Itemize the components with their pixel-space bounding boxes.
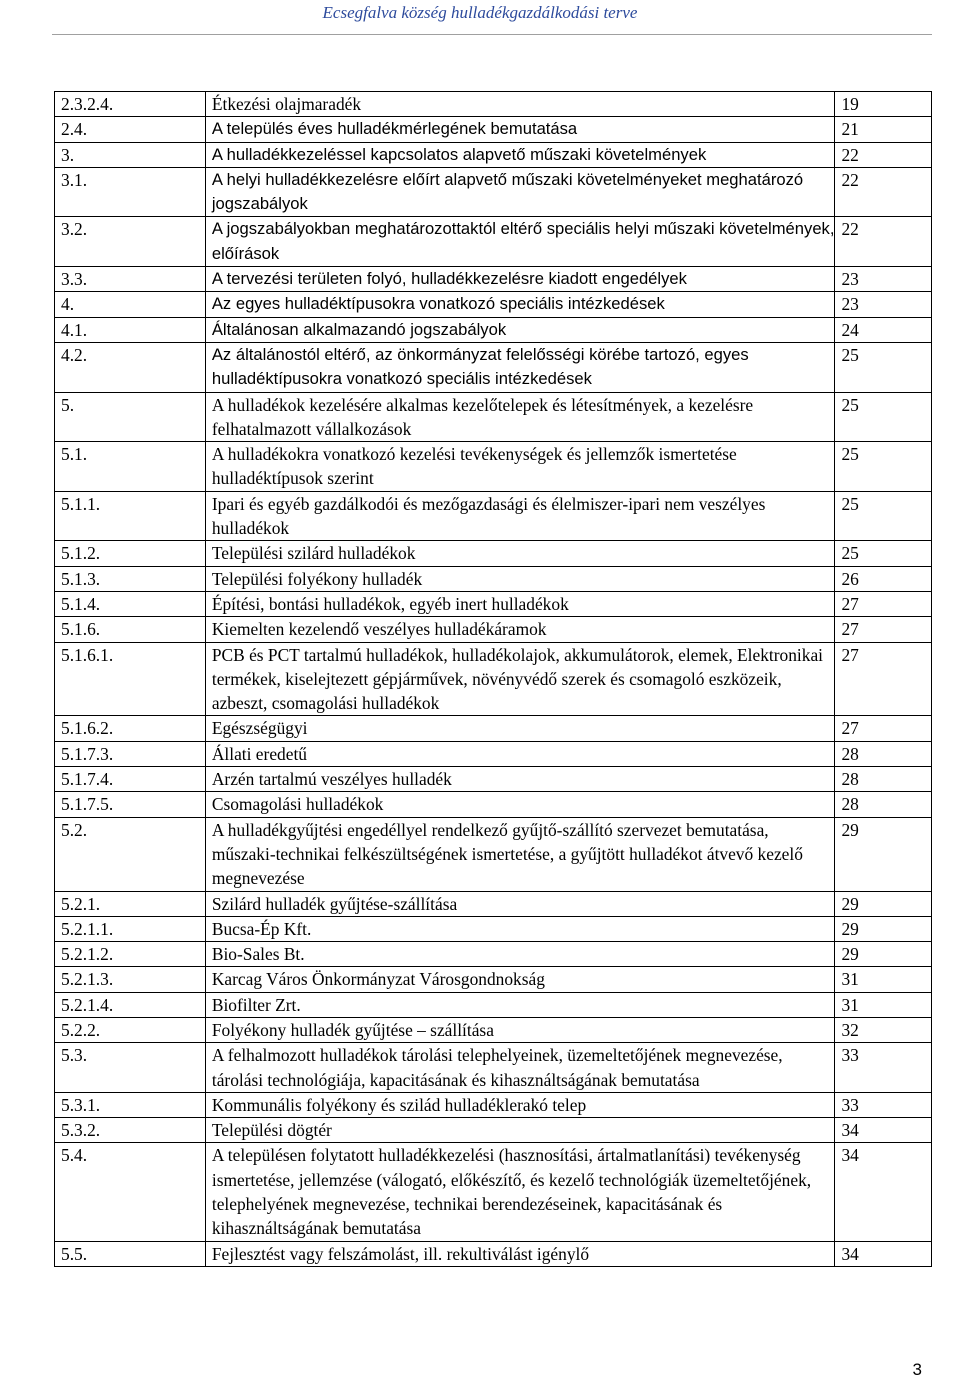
toc-page-number: 34 <box>835 1241 932 1266</box>
toc-page-number: 26 <box>835 566 932 591</box>
toc-section-number: 5.1.4. <box>55 591 206 616</box>
toc-row[interactable] <box>55 591 932 616</box>
toc-page-number: 23 <box>835 292 932 317</box>
toc-section-title: Fejlesztést vagy felszámolást, ill. rekultiválást igénylő <box>205 1241 835 1266</box>
toc-section-number: 3. <box>55 142 206 167</box>
toc-section-number: 5.1.6. <box>55 617 206 642</box>
toc-section-title: Folyékony hulladék gyűjtése – szállítása <box>205 1017 835 1042</box>
toc-row[interactable] <box>55 767 932 792</box>
toc-row[interactable] <box>55 541 932 566</box>
toc-section-title: Étkezési olajmaradék <box>205 92 835 117</box>
toc-section-number: 5.2.1. <box>55 891 206 916</box>
toc-row[interactable] <box>55 217 932 267</box>
toc-section-title: A felhalmozott hulladékok tárolási telephelyeinek, üzemeltetőjének megnevezése, tárolási technológiája, kapacitásának és kihasználtságának bemutatása <box>205 1043 835 1093</box>
toc-section-title: A helyi hulladékkezelésre előírt alapvető műszaki követelményeket meghatározó jogszabályok <box>205 167 835 217</box>
toc-section-number: 5.5. <box>55 1241 206 1266</box>
toc-row[interactable] <box>55 117 932 142</box>
toc-section-title: Szilárd hulladék gyűjtése-szállítása <box>205 891 835 916</box>
toc-section-title: Állati eredetű <box>205 741 835 766</box>
toc-page-number: 27 <box>835 642 932 716</box>
toc-section-title: Bucsa-Ép Kft. <box>205 916 835 941</box>
toc-row[interactable] <box>55 891 932 916</box>
toc-page-number: 29 <box>835 817 932 891</box>
toc-section-number: 2.3.2.4. <box>55 92 206 117</box>
toc-section-number: 4. <box>55 292 206 317</box>
document-title: Ecsegfalva község hulladékgazdálkodási terve <box>322 3 638 22</box>
page-number: 3 <box>912 1360 922 1379</box>
toc-section-number: 5.2.1.4. <box>55 992 206 1017</box>
page-header <box>0 0 960 30</box>
toc-section-title: A tervezési területen folyó, hulladékkezelésre kiadott engedélyek <box>205 267 835 292</box>
toc-section-number: 5.3. <box>55 1043 206 1093</box>
toc-section-number: 5.4. <box>55 1143 206 1241</box>
toc-section-number: 5.2.1.2. <box>55 942 206 967</box>
toc-section-title: PCB és PCT tartalmú hulladékok, hulladékolajok, akkumulátorok, elemek, Elektronikai termékek, kiselejtezett gépjárművek, növényvédő szerek és csomagoló eszközeik, azbeszt, csomagolási hulladékok <box>205 642 835 716</box>
toc-page-number: 25 <box>835 342 932 392</box>
toc-page-number: 21 <box>835 117 932 142</box>
toc-section-title: A hulladékokra vonatkozó kezelési tevékenységek és jellemzők ismertetése hulladéktípusok szerint <box>205 442 835 492</box>
toc-section-number: 3.2. <box>55 217 206 267</box>
toc-page-number: 23 <box>835 267 932 292</box>
toc-row[interactable] <box>55 1241 932 1266</box>
toc-section-number: 4.2. <box>55 342 206 392</box>
toc-section-title: A település éves hulladékmérlegének bemutatása <box>205 117 835 142</box>
toc-section-title: Települési dögtér <box>205 1118 835 1143</box>
toc-page-number: 28 <box>835 792 932 817</box>
toc-page-number: 33 <box>835 1092 932 1117</box>
toc-section-number: 5.1.6.1. <box>55 642 206 716</box>
toc-row[interactable] <box>55 792 932 817</box>
toc-section-number: 5.1.3. <box>55 566 206 591</box>
toc-row[interactable] <box>55 342 932 392</box>
toc-row[interactable] <box>55 967 932 992</box>
toc-page-number: 29 <box>835 891 932 916</box>
toc-row[interactable] <box>55 317 932 342</box>
toc-row[interactable] <box>55 741 932 766</box>
toc-section-title: Karcag Város Önkormányzat Városgondnokság <box>205 967 835 992</box>
toc-section-title: Települési folyékony hulladék <box>205 566 835 591</box>
toc-page-number: 34 <box>835 1118 932 1143</box>
toc-page-number: 29 <box>835 916 932 941</box>
toc-row[interactable] <box>55 617 932 642</box>
toc-section-number: 5.3.1. <box>55 1092 206 1117</box>
toc-row[interactable] <box>55 292 932 317</box>
toc-row[interactable] <box>55 916 932 941</box>
toc-section-title: A hulladékkezeléssel kapcsolatos alapvető műszaki követelmények <box>205 142 835 167</box>
toc-page-number: 32 <box>835 1017 932 1042</box>
toc-row[interactable] <box>55 1092 932 1117</box>
toc-row[interactable] <box>55 267 932 292</box>
toc-section-title: Építési, bontási hulladékok, egyéb inert hulladékok <box>205 591 835 616</box>
toc-page-number: 31 <box>835 992 932 1017</box>
toc-row[interactable] <box>55 566 932 591</box>
toc-row[interactable] <box>55 942 932 967</box>
toc-row[interactable] <box>55 142 932 167</box>
toc-body <box>55 92 932 1267</box>
toc-page-number: 22 <box>835 167 932 217</box>
toc-section-number: 2.4. <box>55 117 206 142</box>
toc-section-number: 5.3.2. <box>55 1118 206 1143</box>
toc-page-number: 24 <box>835 317 932 342</box>
toc-section-title: A hulladékgyűjtési engedéllyel rendelkező gyűjtő-szállító szervezet bemutatása, műszaki-technikai felkészültségének ismertetése, a gyűjtött hulladékot átvevő kezelő megnevezése <box>205 817 835 891</box>
toc-section-number: 5.1.6.2. <box>55 716 206 741</box>
toc-section-number: 4.1. <box>55 317 206 342</box>
toc-page-number: 22 <box>835 142 932 167</box>
toc-section-title: Az általánostól eltérő, az önkormányzat felelősségi körébe tartozó, egyes hulladéktípusokra vonatkozó speciális intézkedések <box>205 342 835 392</box>
toc-page-number: 25 <box>835 541 932 566</box>
toc-section-title: Arzén tartalmú veszélyes hulladék <box>205 767 835 792</box>
toc-section-title: A hulladékok kezelésére alkalmas kezelőtelepek és létesítmények, a kezelésre felhatalmazott vállalkozások <box>205 392 835 442</box>
toc-section-number: 5.1.2. <box>55 541 206 566</box>
toc-page-number: 27 <box>835 716 932 741</box>
toc-section-title: Csomagolási hulladékok <box>205 792 835 817</box>
toc-section-number: 5.2.1.1. <box>55 916 206 941</box>
toc-section-number: 5.2.1.3. <box>55 967 206 992</box>
toc-row[interactable] <box>55 1118 932 1143</box>
toc-section-title: Biofilter Zrt. <box>205 992 835 1017</box>
toc-row[interactable] <box>55 1017 932 1042</box>
toc-row[interactable] <box>55 1043 932 1093</box>
toc-row[interactable] <box>55 992 932 1017</box>
toc-page-number: 25 <box>835 491 932 541</box>
toc-page-number: 33 <box>835 1043 932 1093</box>
toc-row[interactable] <box>55 642 932 716</box>
toc-page-number: 34 <box>835 1143 932 1241</box>
toc-row[interactable] <box>55 392 932 442</box>
toc-section-title: A jogszabályokban meghatározottaktól eltérő speciális helyi műszaki követelmények, előírások <box>205 217 835 267</box>
toc-section-number: 3.1. <box>55 167 206 217</box>
toc-row[interactable] <box>55 442 932 492</box>
toc-section-title: Települési szilárd hulladékok <box>205 541 835 566</box>
toc-page-number: 31 <box>835 967 932 992</box>
toc-page-number: 29 <box>835 942 932 967</box>
toc-row[interactable] <box>55 167 932 217</box>
toc-section-title: Egészségügyi <box>205 716 835 741</box>
toc-page-number: 28 <box>835 767 932 792</box>
toc-section-number: 5. <box>55 392 206 442</box>
toc-section-number: 5.1.1. <box>55 491 206 541</box>
toc-section-number: 5.2.2. <box>55 1017 206 1042</box>
toc-section-number: 5.1.7.3. <box>55 741 206 766</box>
toc-row[interactable] <box>55 1143 932 1241</box>
toc-row[interactable] <box>55 92 932 117</box>
table-of-contents <box>54 91 932 1267</box>
toc-row[interactable] <box>55 491 932 541</box>
toc-section-number: 5.1.7.5. <box>55 792 206 817</box>
toc-section-title: Kommunális folyékony és szilád hulladéklerakó telep <box>205 1092 835 1117</box>
toc-page-number: 25 <box>835 442 932 492</box>
toc-section-title: Bio-Sales Bt. <box>205 942 835 967</box>
toc-row[interactable] <box>55 817 932 891</box>
toc-section-title: Az egyes hulladéktípusokra vonatkozó speciális intézkedések <box>205 292 835 317</box>
toc-page-number: 22 <box>835 217 932 267</box>
toc-row[interactable] <box>55 716 932 741</box>
toc-section-title: Általánosan alkalmazandó jogszabályok <box>205 317 835 342</box>
toc-section-number: 5.1. <box>55 442 206 492</box>
toc-page-number: 25 <box>835 392 932 442</box>
toc-page-number: 28 <box>835 741 932 766</box>
toc-page-number: 27 <box>835 591 932 616</box>
toc-section-number: 3.3. <box>55 267 206 292</box>
toc-section-number: 5.2. <box>55 817 206 891</box>
toc-section-number: 5.1.7.4. <box>55 767 206 792</box>
header-divider <box>52 34 932 35</box>
toc-section-title: Kiemelten kezelendő veszélyes hulladékáramok <box>205 617 835 642</box>
toc-page-number: 19 <box>835 92 932 117</box>
toc-section-title: Ipari és egyéb gazdálkodói és mezőgazdasági és élelmiszer-ipari nem veszélyes hulladékok <box>205 491 835 541</box>
toc-page-number: 27 <box>835 617 932 642</box>
toc-section-title: A településen folytatott hulladékkezelési (hasznosítási, ártalmatlanítási) tevékenység ismertetése, jellemzése (válogató, előkészítő, és kezelő technológiák üzemeltetőjének, telephelyének megnevezése, technikai berendezéseinek, kapacitásának és kihasználtságának bemutatása <box>205 1143 835 1241</box>
